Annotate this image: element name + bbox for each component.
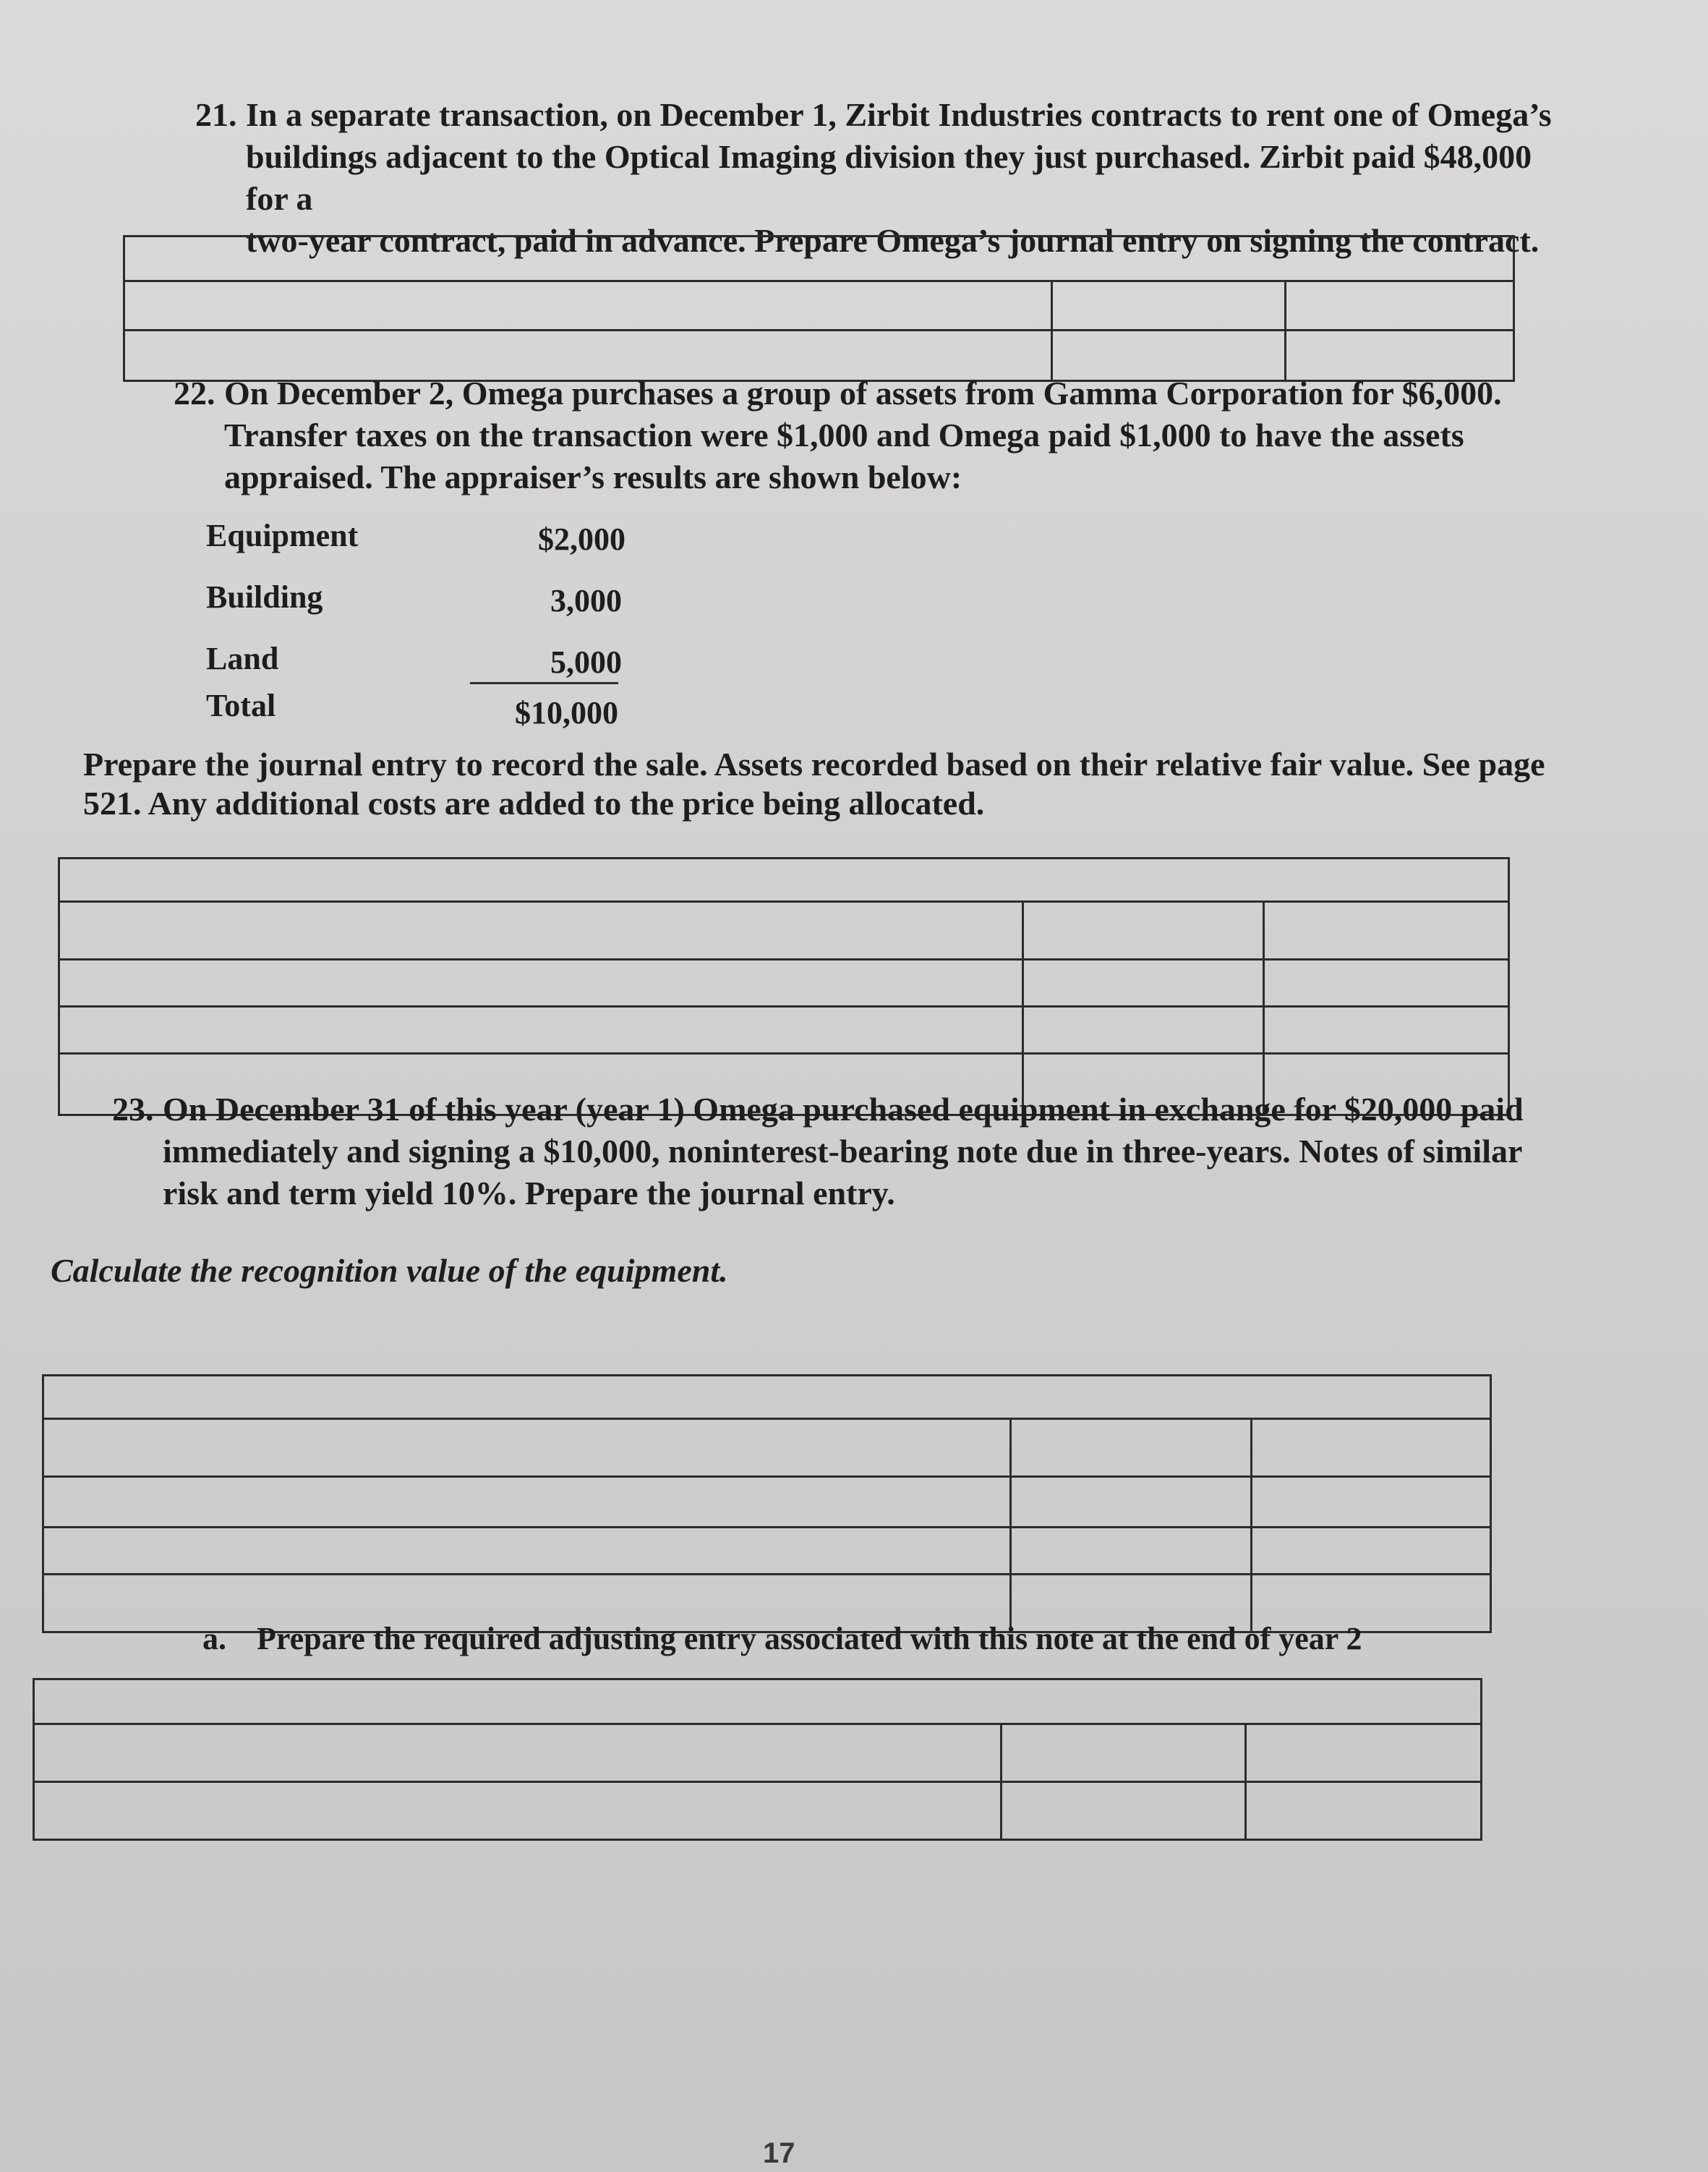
journal-cell[interactable] <box>59 859 1509 902</box>
journal-cell[interactable] <box>1264 902 1509 960</box>
page-number: 17 <box>763 2137 795 2169</box>
appraisal-value: $10,000 <box>515 695 618 731</box>
journal-cell[interactable] <box>124 281 1052 331</box>
question-21-number: 21. <box>195 96 237 133</box>
journal-cell[interactable] <box>43 1376 1491 1419</box>
appraisal-value: 5,000 <box>550 644 622 680</box>
journal-cell[interactable] <box>1011 1528 1252 1575</box>
journal-cell[interactable] <box>1002 1724 1246 1782</box>
question-23-line1: On December 31 of this year (year 1) Omega purchased equipment in exchange for $20,000 paid <box>163 1091 1524 1128</box>
journal-cell[interactable] <box>1246 1782 1482 1840</box>
appraisal-label: Building <box>206 579 323 615</box>
question-22-number: 22. <box>174 375 215 412</box>
journal-cell[interactable] <box>124 237 1514 281</box>
journal-cell[interactable] <box>1252 1528 1491 1575</box>
question-22-line1: On December 2, Omega purchases a group of assets from Gamma Corporation for $6,000. <box>224 375 1502 412</box>
question-22-instructions <box>83 745 1638 823</box>
journal-cell[interactable] <box>1023 902 1264 960</box>
question-23-number: 23. <box>112 1091 154 1128</box>
journal-cell[interactable] <box>1052 281 1286 331</box>
journal-cell[interactable] <box>59 960 1023 1007</box>
journal-cell[interactable] <box>1264 1007 1509 1054</box>
journal-cell[interactable] <box>1286 281 1514 331</box>
calc-prompt: Calculate the recognition value of the equipment. <box>51 1252 728 1289</box>
journal-table-q23 <box>42 1374 1492 1633</box>
question-23 <box>112 1089 1688 1214</box>
journal-cell[interactable] <box>1246 1724 1482 1782</box>
appraisal-value: 3,000 <box>550 583 622 618</box>
journal-cell[interactable] <box>59 1007 1023 1054</box>
appraisal-label: Land <box>206 641 279 676</box>
sub-question-a <box>202 1620 1504 1657</box>
sub-question-a-marker: a. <box>202 1621 226 1656</box>
question-21-line3: two-year contract, paid in advance. Prepare Omega’s journal entry on signing the contract. <box>246 222 1540 259</box>
sub-question-a-text: Prepare the required adjusting entry associated with this note at the end of year 2 <box>257 1621 1362 1656</box>
question-22-line3: appraised. The appraiser’s results are shown below: <box>224 459 962 495</box>
journal-cell[interactable] <box>1023 960 1264 1007</box>
question-22-instruction-line2: 521. Any additional costs are added to the price being allocated. <box>83 785 985 822</box>
total-underline <box>470 682 618 684</box>
journal-cell[interactable] <box>43 1419 1011 1477</box>
journal-cell[interactable] <box>1002 1782 1246 1840</box>
journal-table-q22 <box>58 857 1510 1116</box>
journal-table-q23a <box>33 1678 1482 1841</box>
question-22-line2: Transfer taxes on the transaction were $1,000 and Omega paid $1,000 to have the assets <box>224 417 1464 453</box>
journal-cell[interactable] <box>1252 1419 1491 1477</box>
appraisal-value: $2,000 <box>538 521 625 557</box>
journal-cell[interactable] <box>34 1679 1482 1724</box>
journal-cell[interactable] <box>43 1528 1011 1575</box>
question-23-line2: immediately and signing a $10,000, noninterest-bearing note due in three-years. Notes of similar <box>163 1133 1523 1170</box>
journal-cell[interactable] <box>43 1477 1011 1528</box>
appraisal-label: Equipment <box>206 518 359 553</box>
appraisal-label: Total <box>206 688 276 723</box>
journal-cell[interactable] <box>34 1724 1002 1782</box>
journal-table-q21 <box>123 235 1515 382</box>
journal-cell[interactable] <box>1023 1007 1264 1054</box>
journal-cell[interactable] <box>1252 1477 1491 1528</box>
journal-cell[interactable] <box>34 1782 1002 1840</box>
question-21-line1: In a separate transaction, on December 1, Zirbit Industries contracts to rent one of Omega’s <box>246 96 1552 133</box>
appraisal-results <box>206 517 654 749</box>
question-22 <box>174 372 1547 498</box>
journal-cell[interactable] <box>1264 960 1509 1007</box>
question-23-line3: risk and term yield 10%. Prepare the journal entry. <box>163 1175 895 1211</box>
question-21-line2: buildings adjacent to the Optical Imaging division they just purchased. Zirbit paid $48,000 for a <box>246 138 1532 217</box>
journal-cell[interactable] <box>1011 1419 1252 1477</box>
question-22-instruction-line1: Prepare the journal entry to record the sale. Assets recorded based on their relative fair value. See page <box>83 746 1545 783</box>
journal-cell[interactable] <box>1011 1477 1252 1528</box>
journal-cell[interactable] <box>59 902 1023 960</box>
